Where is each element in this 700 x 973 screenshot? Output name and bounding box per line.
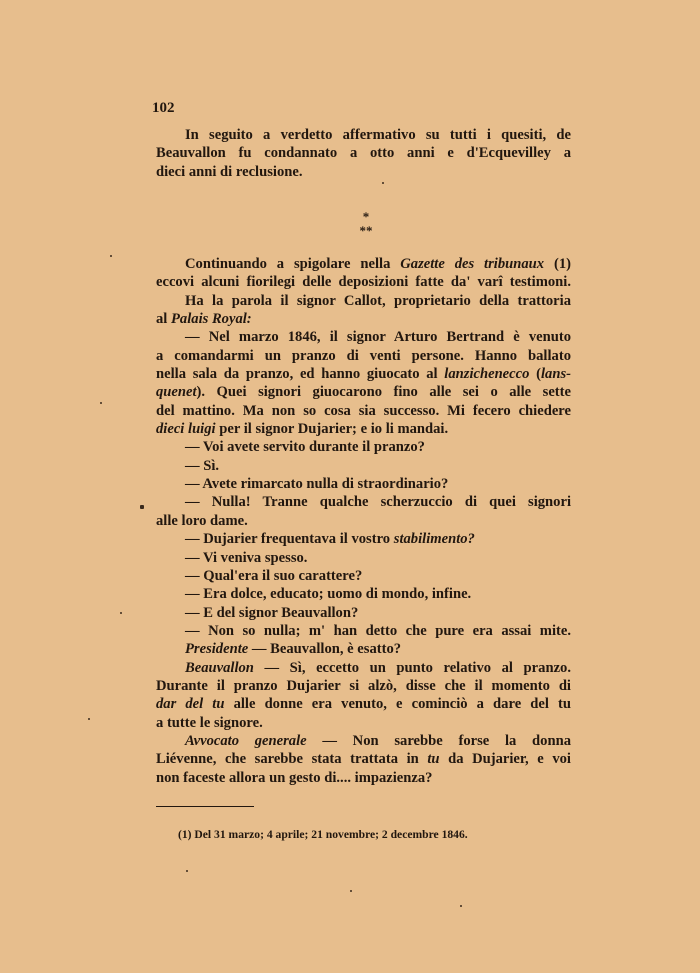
italic-text: Beauvallon [185, 659, 254, 676]
italic-text: lanzichenecco [444, 366, 530, 383]
italic-text: stabilimento? [393, 531, 475, 548]
text-line [156, 292, 571, 310]
text-line [156, 695, 571, 713]
text-line [156, 365, 571, 383]
text-line [156, 677, 571, 695]
text-segment: ( [529, 366, 541, 383]
text-line [156, 493, 571, 511]
text-line [156, 347, 571, 365]
text-segment: (1) [544, 256, 571, 272]
text-line [156, 163, 571, 181]
text-line [156, 512, 571, 530]
text-segment: — Beauvallon, è esatto? [248, 641, 402, 658]
scan-speck [186, 870, 188, 872]
text-segment: — Nulla! Tranne qualche scherzuccio di quei signori [185, 494, 571, 511]
text-line [156, 604, 571, 622]
scan-speck [350, 890, 352, 892]
text-segment: non faceste allora un gesto di.... impazienza? [156, 769, 433, 786]
scan-speck [100, 402, 102, 404]
text-line [156, 640, 571, 658]
text-segment: a comandarmi un pranzo di venti persone. Hanno ballato [156, 347, 571, 364]
scan-speck [110, 255, 112, 257]
text-segment: Continuando a spigolare nella [185, 256, 401, 272]
text-segment: — Non so nulla; m' han detto che pure era assai mite. [185, 622, 571, 639]
text-line [156, 273, 571, 291]
text-segment: Beauvallon fu condannato a otto anni e d'Ecquevilley a [156, 145, 571, 162]
text-segment: nella sala da pranzo, ed hanno giuocato al [156, 366, 445, 383]
testimony-section [156, 255, 571, 787]
text-segment: Ha la parola il signor Callot, proprietario della trattoria [185, 292, 571, 309]
text-segment: — Nel marzo 1846, il signor Arturo Bertrand è venuto [185, 329, 571, 346]
text-segment: — Sì. [185, 457, 220, 474]
scan-speck [140, 505, 144, 509]
text-segment: — Non sarebbe forse la donna [306, 732, 571, 749]
text-segment: alle loro dame. [156, 512, 248, 529]
text-segment: — E del signor Beauvallon? [185, 604, 359, 621]
italic-text: Presidente [185, 641, 249, 658]
text-line [156, 567, 571, 585]
text-segment: al [156, 311, 171, 328]
text-segment: — Avete rimarcato nulla di straordinario? [185, 476, 449, 493]
scan-speck [88, 718, 90, 720]
text-segment: a tutte le signore. [156, 714, 263, 731]
text-segment: del mattino. Ma non so cosa sia successo. Mi fecero chiedere [156, 402, 571, 419]
text-segment: — Voi avete servito durante il pranzo? [185, 439, 425, 456]
asterism-bottom: ** [359, 223, 373, 238]
text-segment: ). Quei signori giuocarono fino alle sei o alle sette [196, 384, 571, 401]
text-segment: dieci anni di reclusione. [156, 163, 303, 180]
text-line [156, 310, 571, 328]
asterism-top: * [362, 209, 370, 224]
text-line [156, 530, 571, 548]
text-line [156, 659, 571, 677]
text-line [156, 549, 571, 567]
text-segment: In seguito a verdetto affermativo su tutti i quesiti, de [185, 127, 571, 143]
italic-text: dieci luigi [156, 421, 216, 438]
italic-text: Gazette des tribunaux [400, 256, 545, 272]
text-segment: eccovi alcuni fiorilegi delle deposizioni fatte da' varî testimoni. [156, 274, 571, 291]
text-segment: Durante il pranzo Dujarier si alzò, disse che il momento di [156, 677, 571, 694]
text-segment: alle donne era venuto, e cominciò a dare del tu [224, 696, 571, 713]
italic-text: Palais Royal: [171, 311, 252, 328]
italic-text: tu [427, 751, 440, 768]
text-line [156, 328, 571, 346]
text-line [156, 420, 571, 438]
italic-text: quenet [156, 384, 197, 401]
text-line [156, 585, 571, 603]
text-line [156, 714, 571, 732]
italic-text: lans- [540, 366, 571, 383]
asterism-divider [352, 210, 380, 238]
footnote: (1) Del 31 marzo; 4 aprile; 21 novembre; 2 decembre 1846. [178, 828, 468, 841]
footnote-rule [156, 806, 254, 807]
scan-speck [120, 612, 122, 614]
text-line [156, 438, 571, 456]
italic-text: Avvocato generale [185, 732, 307, 749]
italic-text: dar del tu [156, 696, 225, 713]
text-line [156, 402, 571, 420]
text-line [156, 457, 571, 475]
text-line [156, 769, 571, 787]
text-segment: — Dujarier frequentava il vostro [185, 531, 394, 548]
text-line [156, 622, 571, 640]
text-segment: — Sì, eccetto un punto relativo al pranzo. [253, 659, 571, 676]
text-line [156, 750, 571, 768]
text-line [156, 475, 571, 493]
page-number: 102 [152, 100, 175, 116]
text-segment: per il signor Dujarier; e io li mandai. [215, 421, 449, 438]
text-line [156, 383, 571, 401]
text-line [156, 255, 571, 273]
text-line [156, 126, 571, 144]
text-line [156, 144, 571, 162]
text-segment: — Era dolce, educato; uomo di mondo, infine. [185, 586, 472, 603]
scan-speck [382, 182, 384, 184]
scan-speck [460, 905, 462, 907]
text-segment: — Vi veniva spesso. [185, 549, 308, 566]
text-segment: — Qual'era il suo carattere? [185, 567, 363, 584]
paragraph-verdict [156, 126, 571, 181]
text-segment: Liévenne, che sarebbe stata trattata in [156, 751, 428, 768]
text-line [156, 732, 571, 750]
text-segment: da Dujarier, e voi [439, 751, 571, 768]
